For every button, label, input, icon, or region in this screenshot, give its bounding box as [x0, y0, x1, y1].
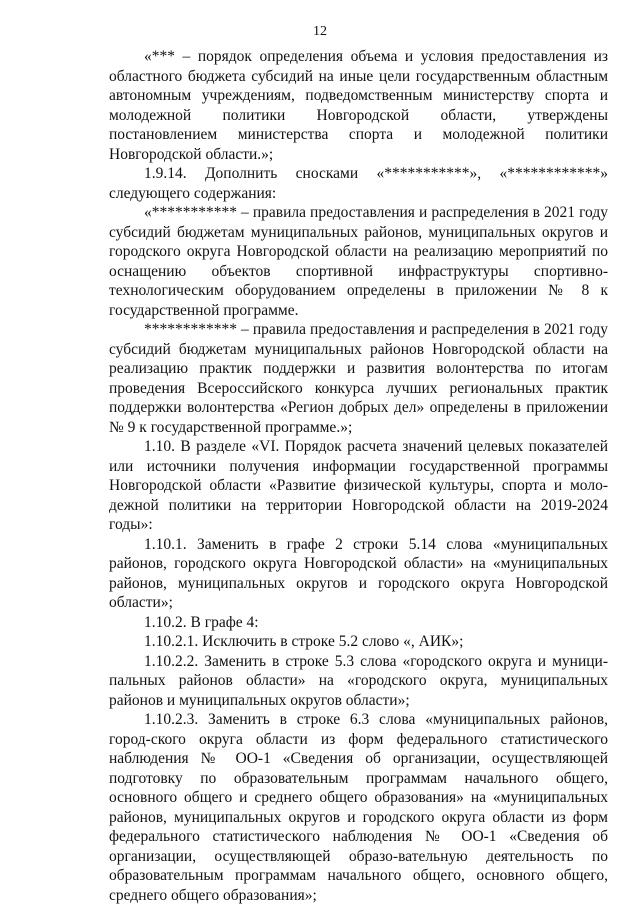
paragraph-1-10: 1.10. В разделе «VI. Порядок расчета значений целевых показателей или источники получения информации государственной программы Новгородской области «Развитие физической культуры, спорта и моло-дежной политики на территории Новгородской области на 2019-2024 годы»:	[109, 438, 608, 533]
paragraph-footnote-12star: ************ – правила предоставления и распределения в 2021 году субсидий бюджетам муниципальных районов Новгородской области на реализацию практик поддержки и развития волонтерства по итогам проведения Всероссийского конкурса лучших региональных практик поддержки волонтерства «Регион добрых дел» определены в приложении № 9 к государственной программе.»;	[109, 321, 608, 436]
paragraph-1-10-2-3: 1.10.2.3. Заменить в строке 6.3 слова «муниципальных районов, город-ского округа области из форм федерального статистического наблюдения № ОО-1 «Сведения об организации, осуществляющей подготовку по образовательным программам начального общего, основного общего и среднего общего образования» на «муниципальных районов, муниципальных округов и городского округа области из форм федерального статистического наблюдения № ОО-1 «Сведения об организации, осуществляющей образо-вательную деятельность по образовательным программам начального общего, основного общего, среднего общего образования»;	[109, 711, 608, 904]
paragraph-1-10-2-2: 1.10.2.2. Заменить в строке 5.3 слова «городского округа и муници-пальных районов области» на «городского округа, муниципальных районов и муниципальных округов области»;	[109, 652, 608, 709]
paragraph-footnote-3star: «*** – порядок определения объема и условия предоставления из областного бюджета субсидий на иные цели государственным областным автономным учреждениям, подведомственным министерству спорта и молодежной политики Новгородской области, утверждены постановлением министерства спорта и молодежной политики Новгородской области.»;	[109, 48, 608, 163]
paragraph-1-9-14: 1.9.14. Дополнить сносками «***********», «************» следующего содержания:	[109, 165, 608, 202]
paragraph-footnote-11star: «*********** – правила предоставления и распределения в 2021 году субсидий бюджетам муниципальных районов, муниципальных округов и городского округа Новгородской области на реализацию мероприятий по оснащению объектов спортивной инфраструктуры спортивно-технологическим оборудованием определены в приложении № 8 к государственной программе.	[109, 204, 608, 319]
paragraph-1-10-2-1: 1.10.2.1. Исключить в строке 5.2 слово «, АИК»;	[144, 633, 464, 650]
document-body	[109, 47, 608, 905]
paragraph-1-10-1: 1.10.1. Заменить в графе 2 строки 5.14 слова «муниципальных районов, городского округа Новгородской области» на «муниципальных районов, муниципальных округов и городского округа Новгородской области»;	[109, 535, 608, 611]
page-number: 12	[313, 24, 327, 39]
paragraph-1-10-2: 1.10.2. В графе 4:	[144, 613, 259, 631]
